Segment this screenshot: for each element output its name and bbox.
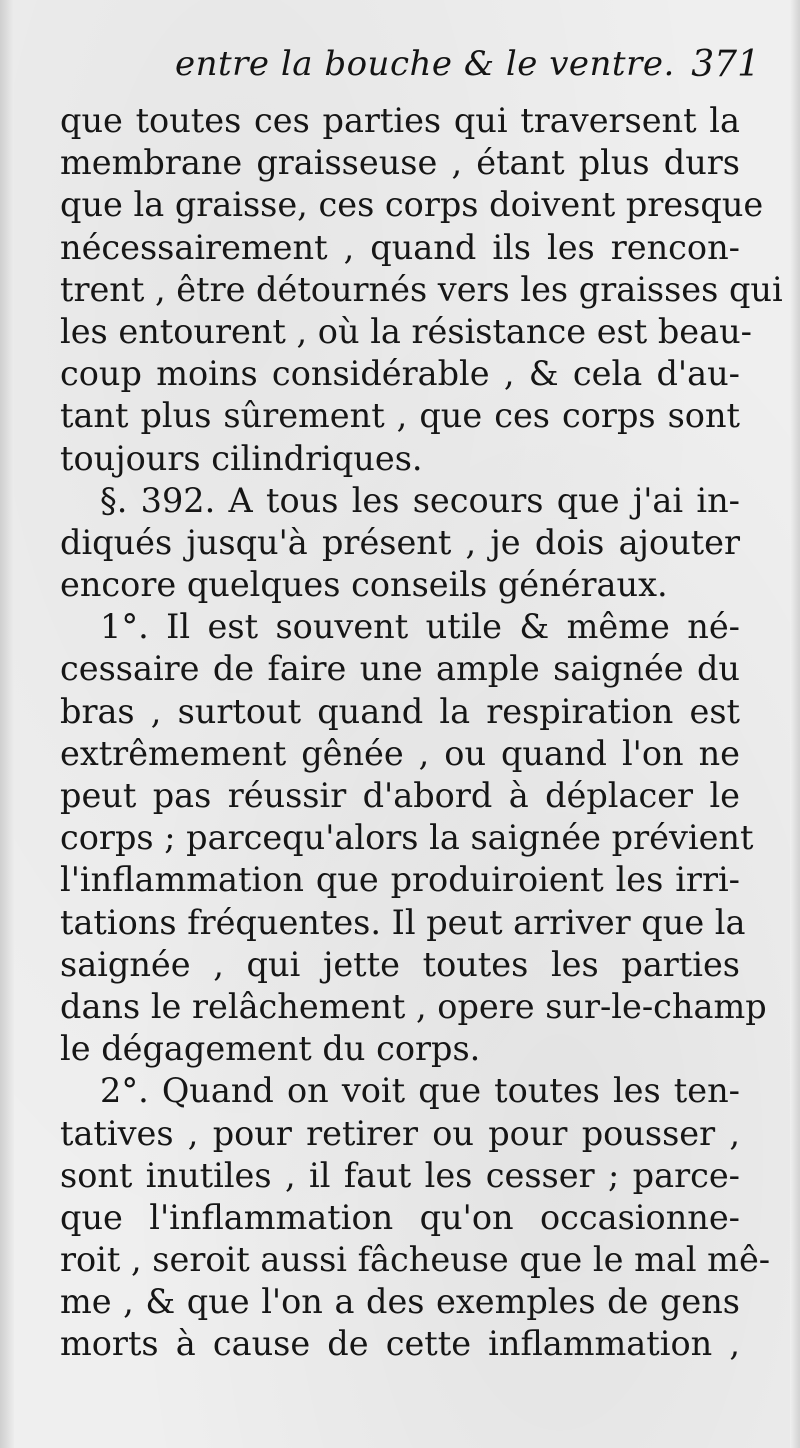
text-line: que la graisse, ces corps doivent presque <box>60 185 764 225</box>
text-line: tations fréquentes. Il peut arriver que la <box>60 902 746 942</box>
text-line: toujours cilindriques. <box>60 438 423 478</box>
text-line: que toutes ces parties qui traversent la <box>60 101 740 140</box>
running-head: entre la bouche & le ventre. <box>175 44 675 84</box>
text-line: cessaire de faire une ample saignée du <box>60 649 740 689</box>
text-line: extrêmement gênée , ou quand l'on ne <box>60 733 740 773</box>
text-line: saignée , qui jette toutes les parties <box>60 944 740 984</box>
text-line: tatives , pour retirer ou pour pousser , <box>60 1113 740 1153</box>
text-line: bras , surtout quand la respiration est <box>60 691 740 731</box>
text-line: dans le relâchement , opere sur-le-champ <box>60 986 767 1026</box>
text-line: peut pas réussir d'abord à déplacer le <box>60 776 740 815</box>
text-line: encore quelques conseils généraux. <box>60 565 668 605</box>
body-text <box>60 100 783 1366</box>
text-line: me , & que l'on a des exemples de gens <box>60 1282 740 1322</box>
text-line: membrane graisseuse , étant plus durs <box>60 143 740 183</box>
text-line: l'inflammation que produiroient les irri- <box>60 860 740 900</box>
text-line: trent , être détournés vers les graisses qui <box>60 269 783 309</box>
text-line: nécessairement , quand ils les rencon- <box>60 227 740 267</box>
text-line: sont inutiles , il faut les cesser ; parce- <box>60 1155 740 1195</box>
page-number: 371 <box>691 44 760 85</box>
text-line: corps ; parcequ'alors la saignée prévient <box>60 818 754 858</box>
text-line: 1°. Il est souvent utile & même né- <box>100 607 740 647</box>
text-line: coup moins considérable , & cela d'au- <box>60 354 740 394</box>
page-right-edge <box>790 0 800 1448</box>
text-line: roit , seroit aussi fâcheuse que le mal mê- <box>60 1240 771 1280</box>
text-line: diqués jusqu'à présent , je dois ajouter <box>60 522 740 562</box>
text-line: morts à cause de cette inflammation , <box>60 1324 740 1364</box>
text-line: le dégagement du corps. <box>60 1029 481 1069</box>
text-line: les entourent , où la résistance est beau- <box>60 311 752 351</box>
text-line: que l'inflammation qu'on occasionne- <box>60 1197 740 1237</box>
text-line: tant plus sûrement , que ces corps sont <box>60 396 740 436</box>
text-line: §. 392. A tous les secours que j'ai in- <box>100 480 740 520</box>
page-left-edge <box>0 0 14 1448</box>
page-header <box>60 44 760 94</box>
text-line: 2°. Quand on voit que toutes les ten- <box>100 1071 740 1111</box>
